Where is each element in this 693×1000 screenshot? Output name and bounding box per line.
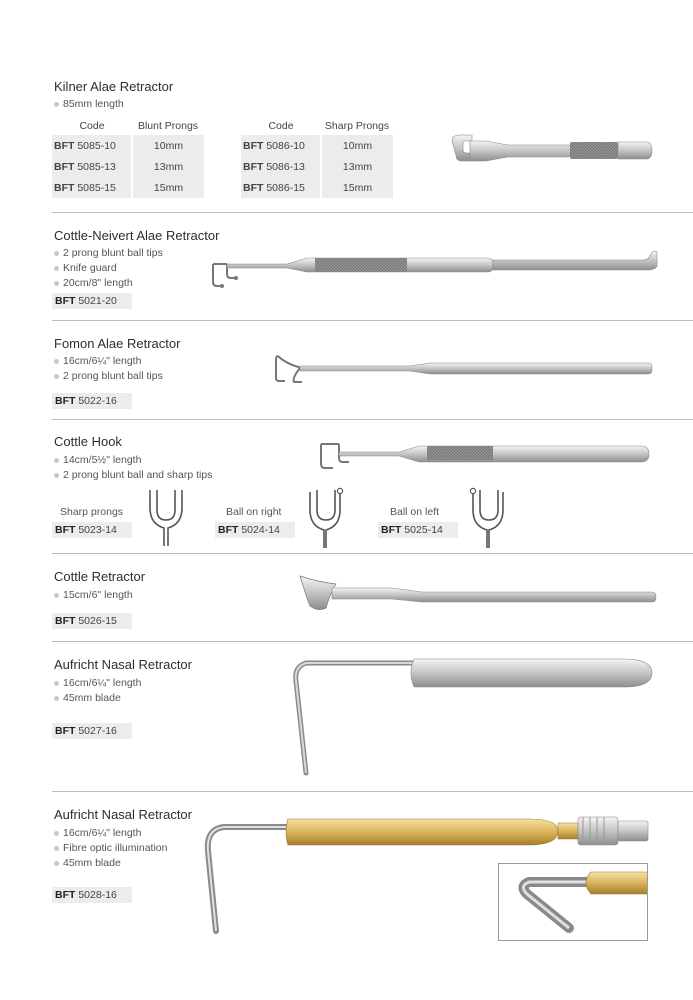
fomon-bullet: 16cm/6¼" length (54, 354, 163, 369)
kilner-sharp-table (241, 117, 393, 198)
section-divider (52, 212, 693, 213)
aufricht2-title: Aufricht Nasal Retractor (54, 807, 192, 822)
section-divider (52, 641, 693, 642)
code-prefix: BFT (218, 524, 239, 536)
kilner-bullets (54, 97, 124, 112)
cottle-hook-bullets (54, 453, 212, 483)
variant-label: Sharp prongs (60, 506, 124, 518)
code-number: 5023-14 (78, 524, 117, 536)
variant-code (52, 522, 132, 538)
variant-label: Ball on left (390, 506, 440, 518)
section-divider (52, 419, 693, 420)
code-number: 5027-16 (78, 725, 117, 737)
table-row (241, 156, 393, 177)
cottle-neivert-code (52, 293, 132, 309)
variant-code (215, 522, 295, 538)
code-number: 5022-16 (78, 395, 117, 407)
code-prefix: BFT (55, 524, 76, 536)
code-prefix: BFT (243, 139, 264, 152)
kilner-bullet: 85mm length (54, 97, 124, 112)
code-number: 5086-15 (266, 181, 305, 194)
code-number: 5086-13 (266, 160, 305, 173)
code-number: 5028-16 (78, 889, 117, 901)
code-prefix: BFT (54, 181, 75, 194)
code-number: 5021-20 (78, 295, 117, 307)
table-header-sharp: Sharp Prongs (324, 120, 390, 132)
variant-code (378, 522, 458, 538)
cottle-neivert-bullet: 2 prong blunt ball tips (54, 246, 163, 261)
fomon-title: Fomon Alae Retractor (54, 336, 181, 351)
code-number: 5025-14 (404, 524, 443, 536)
section-divider (52, 553, 693, 554)
table-row (52, 156, 204, 177)
aufricht1-code (52, 723, 132, 739)
aufricht2-code (52, 887, 132, 903)
section-divider (52, 320, 693, 321)
cottle-retractor-title: Cottle Retractor (54, 569, 146, 584)
aufricht2-bullet: Fibre optic illumination (54, 841, 167, 856)
fibre-optic-tip-detail-image (499, 864, 648, 941)
prong-size: 15mm (132, 177, 204, 198)
cottle-hook-bullet: 14cm/5½" length (54, 453, 212, 468)
prong-size: 10mm (132, 135, 204, 156)
code-number: 5085-15 (77, 181, 116, 194)
code-prefix: BFT (55, 295, 76, 307)
code-number: 5026-15 (78, 615, 117, 627)
cottle-neivert-bullet: Knife guard (54, 261, 163, 276)
prong-size: 15mm (321, 177, 393, 198)
prong-size: 13mm (132, 156, 204, 177)
aufricht2-bullets (54, 826, 167, 871)
code-prefix: BFT (243, 181, 264, 194)
cottle-neivert-bullets (54, 246, 163, 291)
table-row (52, 135, 204, 156)
ball-on-right-icon (302, 484, 346, 548)
aufricht1-bullet: 45mm blade (54, 691, 141, 706)
cottle-hook-image (315, 438, 657, 472)
aufricht1-title: Aufricht Nasal Retractor (54, 657, 192, 672)
kilner-title: Kilner Alae Retractor (54, 79, 174, 94)
code-number: 5085-13 (77, 160, 116, 173)
aufricht1-bullets (54, 676, 141, 706)
cottle-retractor-code (52, 613, 132, 629)
cottle-retractor-image (296, 572, 656, 622)
cottle-retractor-bullets (54, 588, 133, 603)
section-divider (52, 791, 693, 792)
cottle-hook-bullet: 2 prong blunt ball and sharp tips (54, 468, 212, 483)
kilner-blunt-table (52, 117, 204, 198)
table-row (241, 135, 393, 156)
sharp-prongs-icon (145, 486, 187, 548)
aufricht1-bullet: 16cm/6¼" length (54, 676, 141, 691)
detail-inset (498, 863, 648, 941)
cottle-neivert-image (195, 248, 667, 294)
code-prefix: BFT (55, 615, 76, 627)
prong-size: 10mm (321, 135, 393, 156)
prong-size: 13mm (321, 156, 393, 177)
cottle-neivert-bullet: 20cm/8" length (54, 276, 163, 291)
code-prefix: BFT (381, 524, 402, 536)
aufricht2-bullet: 16cm/6¼" length (54, 826, 167, 841)
code-prefix: BFT (55, 889, 76, 901)
aufricht2-bullet: 45mm blade (54, 856, 167, 871)
table-row (52, 177, 204, 198)
code-number: 5085-10 (77, 139, 116, 152)
code-prefix: BFT (55, 725, 76, 737)
cottle-neivert-title: Cottle-Neivert Alae Retractor (54, 228, 220, 243)
code-prefix: BFT (55, 395, 76, 407)
code-prefix: BFT (243, 160, 264, 173)
cottle-hook-title: Cottle Hook (54, 434, 122, 449)
ball-on-left-icon (467, 484, 511, 548)
fomon-bullets (54, 354, 163, 384)
aufricht1-image (284, 653, 656, 783)
kilner-retractor-image (448, 135, 658, 175)
code-prefix: BFT (54, 160, 75, 173)
code-prefix: BFT (54, 139, 75, 152)
variant-label: Ball on right (226, 506, 282, 518)
code-number: 5086-10 (266, 139, 305, 152)
table-row (241, 177, 393, 198)
code-number: 5024-14 (241, 524, 280, 536)
table-header-code: Code (268, 120, 294, 132)
fomon-bullet: 2 prong blunt ball tips (54, 369, 163, 384)
fomon-image (270, 346, 655, 386)
fomon-code (52, 393, 132, 409)
table-header-blunt: Blunt Prongs (137, 120, 199, 132)
cottle-retractor-bullet: 15cm/6" length (54, 588, 133, 603)
table-header-code: Code (79, 120, 105, 132)
